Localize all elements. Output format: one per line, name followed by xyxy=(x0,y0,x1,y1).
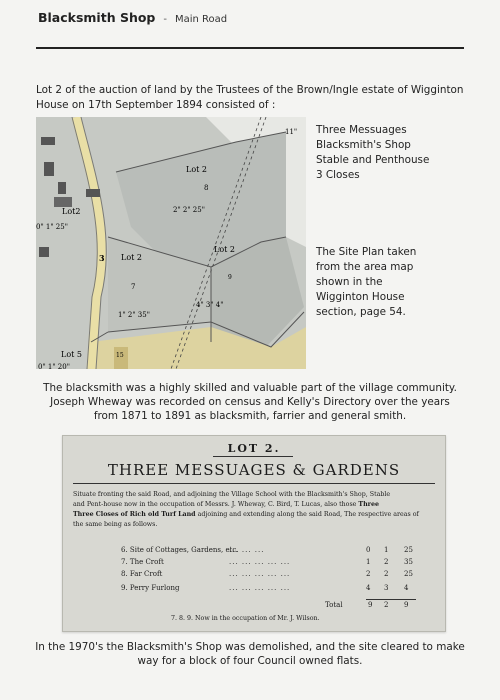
map-building xyxy=(41,137,55,145)
map-caption-source xyxy=(316,245,466,320)
catalogue-lot-number: LOT 2. xyxy=(227,442,281,455)
site-plan-map xyxy=(36,117,306,369)
map-label-lot2-west: Lot 2 xyxy=(121,253,142,262)
footer-line: In the 1970's the Blacksmith's Shop was demolished, and the site cleared to make xyxy=(35,641,465,653)
catalogue-occupation: 7. 8. 9. Now in the occupation of Mr. J. Wilson. xyxy=(171,615,320,622)
total-rule xyxy=(366,599,416,600)
caption-line: Three Messuages xyxy=(316,124,407,136)
caption-line: 3 Closes xyxy=(316,169,360,181)
map-building xyxy=(86,189,100,197)
map-label-lot2-north: Lot 2 xyxy=(186,165,207,174)
map-caption-lot-contents xyxy=(316,123,466,183)
lot-underline xyxy=(213,456,293,457)
caption-line: Stable and Penthouse xyxy=(316,154,430,166)
desc-line: Three Closes of Rich old Turf Land adjoining and extending along the said Road, The respective areas of xyxy=(73,511,419,518)
map-label-area-lot5: 0" 1" 20" xyxy=(38,363,70,369)
map-label-lot5: Lot 5 xyxy=(61,350,82,359)
map-building xyxy=(44,162,54,176)
total-roods: 2 xyxy=(384,601,389,609)
map-label-num-7: 7 xyxy=(131,283,136,291)
caption-line: The Site Plan taken xyxy=(316,246,417,258)
intro-text: Lot 2 of the auction of land by the Trustees of the Brown/Ingle estate of Wigginton House on 17th September 1894 consisted of : xyxy=(36,84,464,111)
desc-line: Situate fronting the said Road, and adjoining the Village School with the Blacksmith's Shop, Stable xyxy=(73,491,391,498)
footer-line: way for a block of four Council owned flats. xyxy=(137,655,363,667)
map-label-3: 3 xyxy=(99,253,105,263)
desc-line: and Pent-house now in the occupation of Messrs. J. Wheway, C. Bird, T. Lucas, also those Three xyxy=(73,501,380,508)
header-rule xyxy=(36,47,464,49)
desc-bold: Three xyxy=(358,501,380,508)
paragraph-line: The blacksmith was a highly skilled and valuable part of the village community. xyxy=(43,382,457,394)
area-row: 6. Site of Cottages, Gardens, etc. ... ... ... 0 1 25 xyxy=(121,546,413,554)
map-label-area-8: 2" 2" 25" xyxy=(173,206,205,214)
map-label-11: 11" xyxy=(285,128,298,136)
page-subtitle: Main Road xyxy=(174,14,228,25)
demolition-paragraph xyxy=(30,640,470,668)
auction-catalogue-excerpt xyxy=(62,435,446,632)
map-building xyxy=(54,197,72,207)
map-label-num-9: 9 xyxy=(228,274,232,281)
caption-line: Wigginton House xyxy=(316,291,405,303)
total-label: Total xyxy=(325,601,343,609)
map-building xyxy=(39,247,49,257)
caption-line: Blacksmith's Shop xyxy=(316,139,411,151)
desc-bold: Three Closes of Rich old Turf Land xyxy=(73,511,196,518)
desc-line: the same being as follows. xyxy=(73,521,158,528)
paragraph-line: Joseph Wheway was recorded on census and Kelly's Directory over the years xyxy=(50,396,450,408)
total-acres: 9 xyxy=(368,601,373,609)
catalogue-description xyxy=(73,490,435,530)
caption-line: shown in the xyxy=(316,276,383,288)
map-building xyxy=(58,182,66,194)
map-label-area-left: 0" 1" 25" xyxy=(36,223,68,231)
total-perches: 9 xyxy=(404,601,409,609)
map-label-num-8: 8 xyxy=(204,184,209,192)
area-row: 9. Perry Furlong ... ... ... ... ... 4 3 4 xyxy=(121,584,409,592)
title-separator: - xyxy=(163,14,167,25)
blacksmith-paragraph xyxy=(30,381,470,423)
paragraph-line: from 1871 to 1891 as blacksmith, farrier and general smith. xyxy=(93,410,407,422)
caption-line: section, page 54. xyxy=(316,306,406,318)
area-row: 7. The Croft ... ... ... ... ... 1 2 35 xyxy=(121,558,413,566)
map-label-15: 15 xyxy=(116,352,124,359)
page-header xyxy=(38,10,227,25)
page-title: Blacksmith Shop xyxy=(38,10,156,25)
caption-line: from the area map xyxy=(316,261,414,273)
map-label-lot2-left: Lot2 xyxy=(62,207,81,216)
catalogue-heading: THREE MESSUAGES & GARDENS xyxy=(107,461,401,479)
area-row: 8. Far Croft ... ... ... ... ... 2 2 25 xyxy=(121,570,413,578)
map-label-area-9: 4" 3" 4" xyxy=(196,301,224,309)
map-label-lot2-east: Lot 2 xyxy=(214,245,235,254)
map-label-area-7: 1" 2" 35" xyxy=(118,311,150,319)
heading-rule xyxy=(73,483,435,484)
